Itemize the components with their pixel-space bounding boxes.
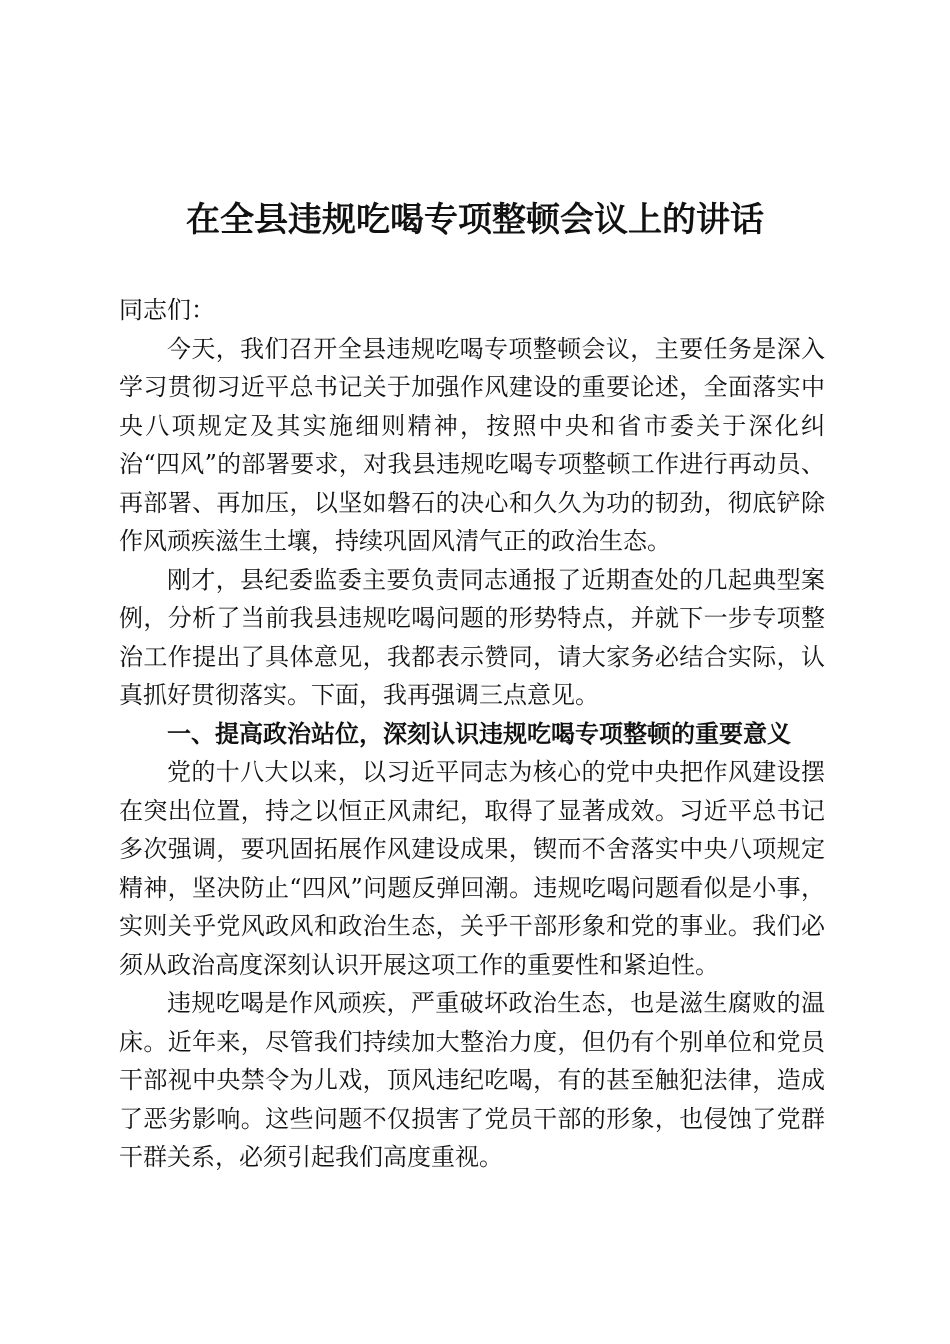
document-body: [119, 291, 825, 1177]
section-heading: 一、提高政治站位，深刻认识违规吃喝专项整顿的重要意义: [167, 719, 791, 748]
paragraph: 今天，我们召开全县违规吃喝专项整顿会议，主要任务是深入学习贯彻习近平总书记关于加强作风建设的重要论述，全面落实中央八项规定及其实施细则精神，按照中央和省市委关于深化纠治“四风”的部署要求，对我县违规吃喝专项整顿工作进行再动员、再部署、再加压，以坚如磐石的决心和久久为功的韧劲，彻底铲除作风顽疾滋生土壤，持续巩固风清气正的政治生态。: [119, 334, 825, 555]
document-title: 在全县违规吃喝专项整顿会议上的讲话: [186, 200, 764, 240]
salutation: 同志们：: [119, 296, 215, 324]
paragraph: 违规吃喝是作风顽疾，严重破坏政治生态，也是滋生腐败的温床。近年来，尽管我们持续加大整治力度，但仍有个别单位和党员干部视中央禁令为儿戏，顶风违纪吃喝，有的甚至触犯法律，造成了恶劣影响。这些问题不仅损害了党员干部的形象，也侵蚀了党群干群关系，必须引起我们高度重视。: [119, 989, 825, 1171]
paragraph: 刚才，县纪委监委主要负责同志通报了近期查处的几起典型案例，分析了当前我县违规吃喝问题的形势特点，并就下一步专项整治工作提出了具体意见，我都表示赞同，请大家务必结合实际，认真抓好贯彻落实。下面，我再强调三点意见。: [119, 565, 825, 709]
paragraph: 党的十八大以来，以习近平同志为核心的党中央把作风建设摆在突出位置，持之以恒正风肃纪，取得了显著成效。习近平总书记多次强调，要巩固拓展作风建设成果，锲而不舍落实中央八项规定精神，坚决防止“四风”问题反弹回潮。违规吃喝问题看似是小事，实则关乎党风政风和政治生态，关乎干部形象和党的事业。我们必须从政治高度深刻认识开展这项工作的重要性和紧迫性。: [119, 758, 825, 979]
